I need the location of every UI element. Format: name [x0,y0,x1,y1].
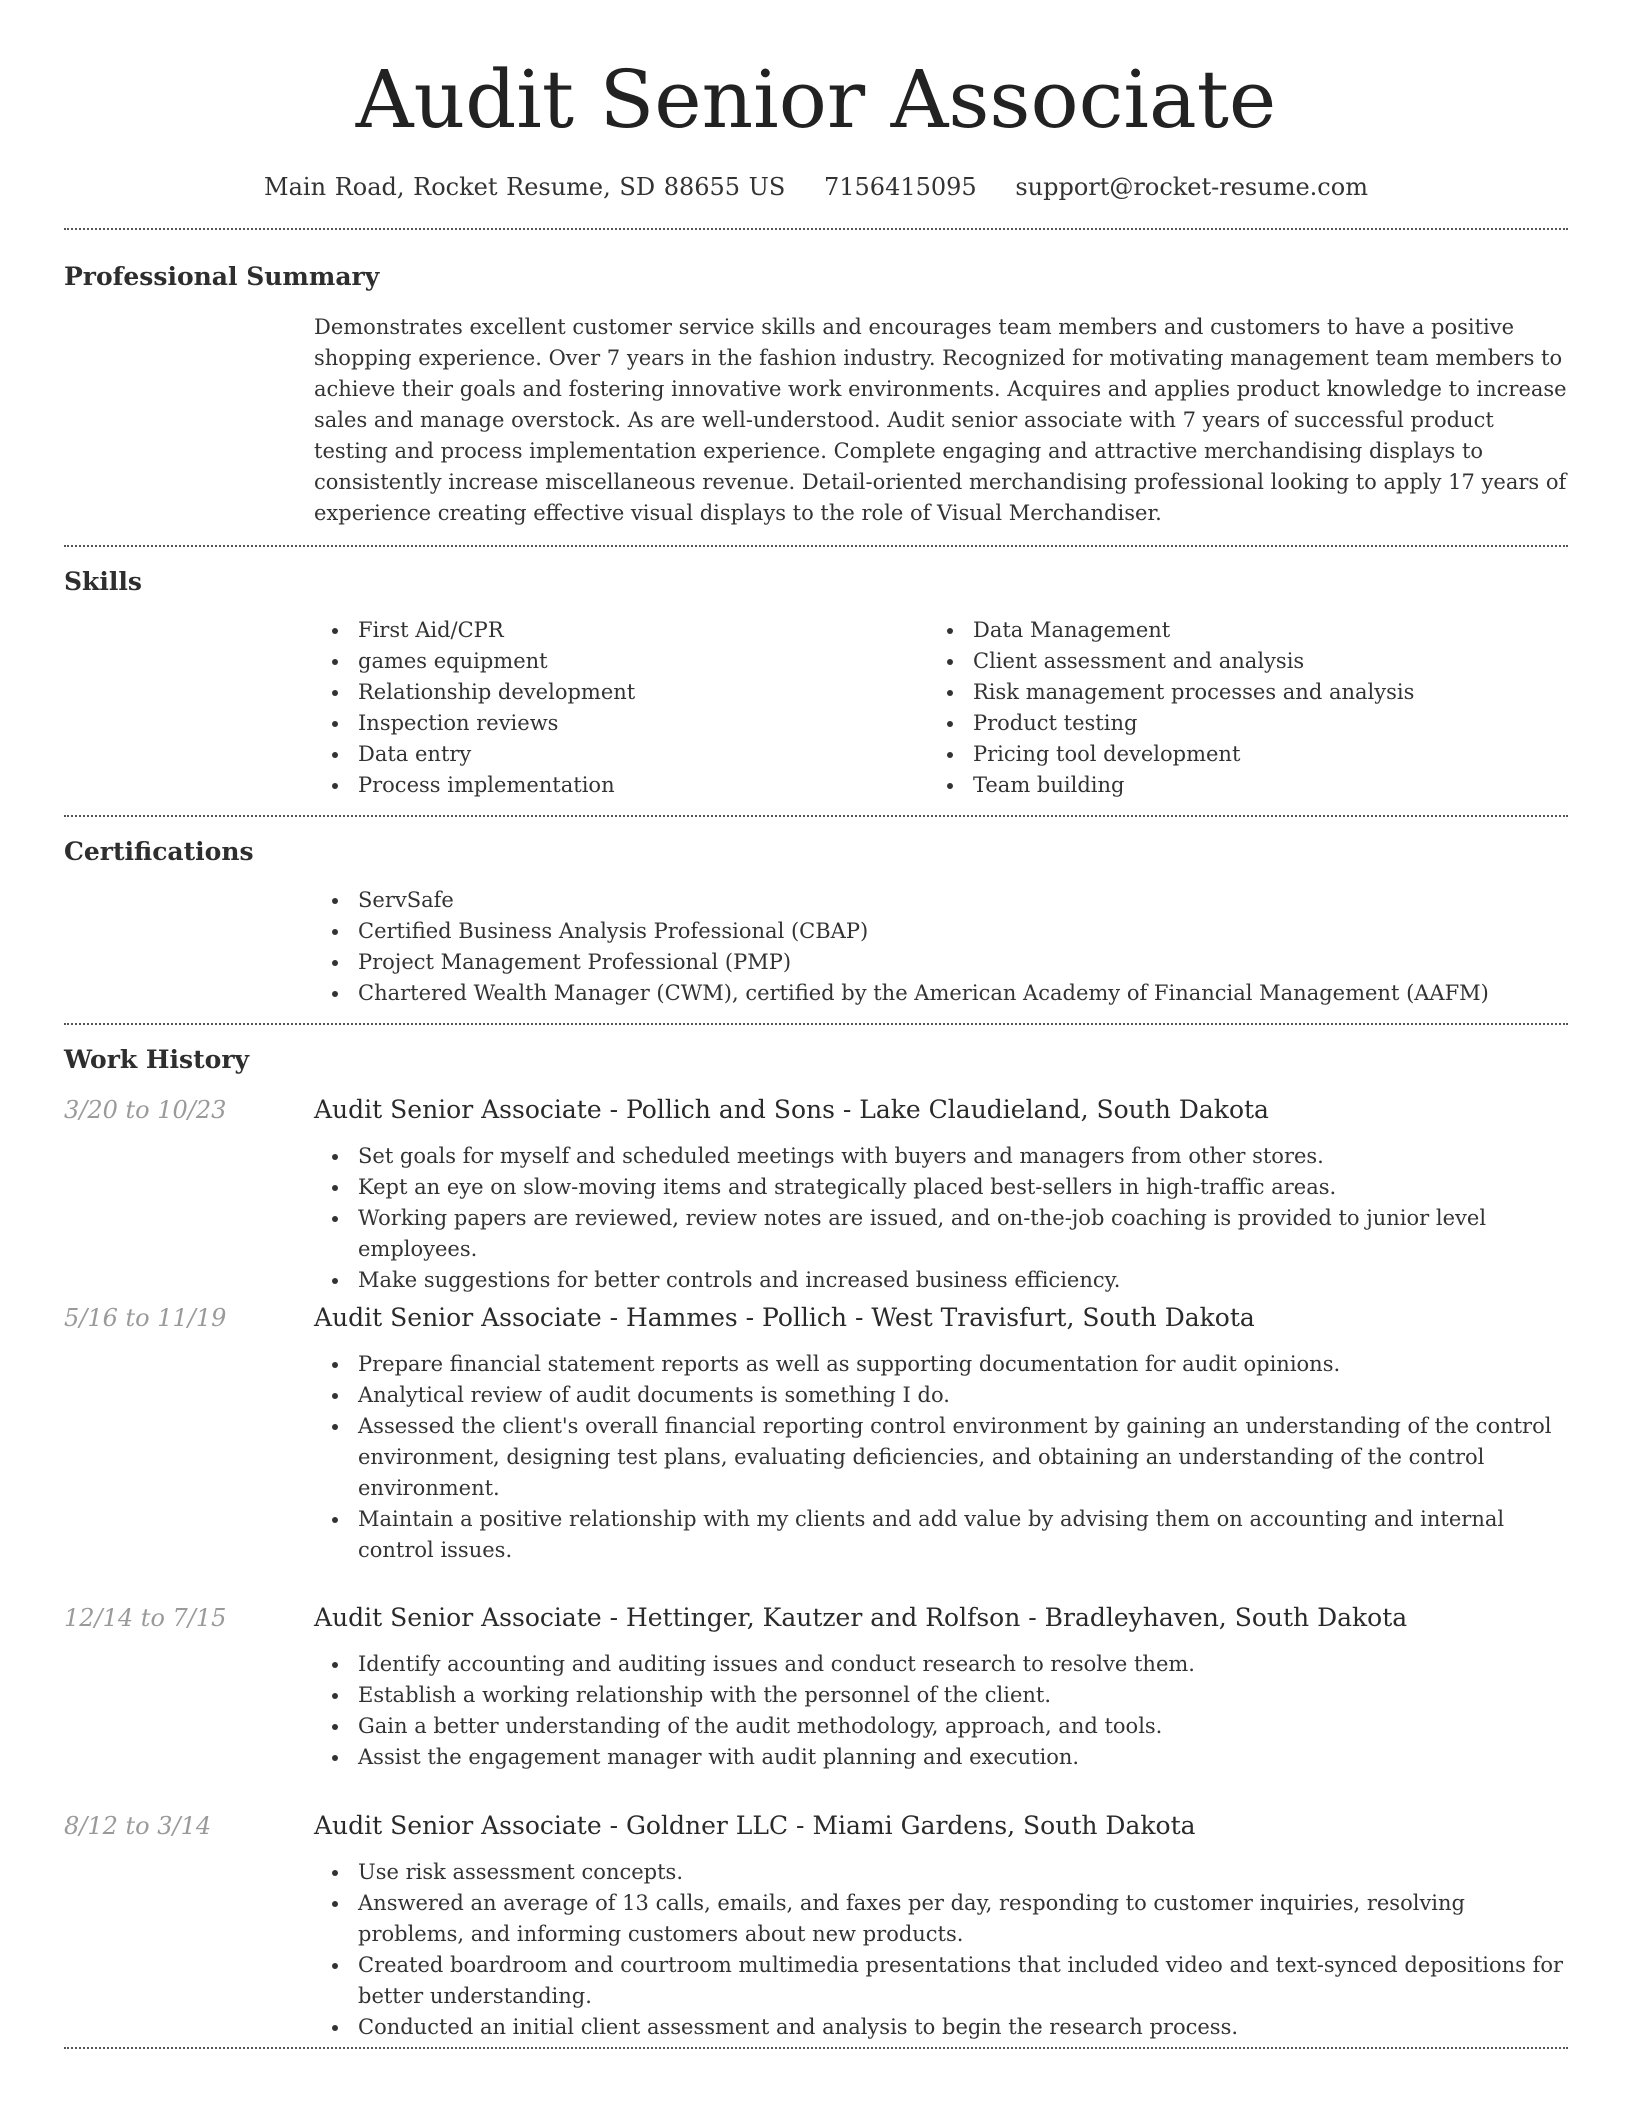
skill-item: Client assessment and analysis [929,646,1544,677]
job-dates: 3/20 to 10/23 [64,1096,227,1124]
job-bullet: Set goals for myself and scheduled meetings with buyers and managers from other stores. [314,1141,1568,1172]
job-bullet: Use risk assessment concepts. [314,1857,1568,1888]
job-details [314,1093,1568,1301]
skills-list-right [929,615,1544,801]
work-history-section [64,1025,1568,2047]
job-dates: 12/14 to 7/15 [64,1604,227,1632]
job-dates: 5/16 to 11/19 [64,1304,227,1332]
job-details [314,1809,1568,2047]
job-bullet: Kept an eye on slow-moving items and strategically placed best-sellers in high-traffic areas. [314,1172,1568,1203]
job-bullet: Created boardroom and courtroom multimedia presentations that included video and text-synced depositions for better understanding. [314,1950,1568,2012]
job-dates: 8/12 to 3/14 [64,1812,212,1840]
job-title: Audit Senior Associate - Hammes - Pollich - West Travisfurt, South Dakota [314,1303,1255,1332]
skill-item: Data entry [314,739,929,770]
summary-heading: Professional Summary [64,262,380,291]
contact-line [64,150,1568,202]
job-bullet: Gain a better understanding of the audit methodology, approach, and tools. [314,1711,1568,1742]
resume-name: Audit Senior Associate [355,53,1277,146]
job-bullet: Establish a working relationship with the personnel of the client. [314,1680,1568,1711]
skills-grid [314,609,1568,815]
job-bullet: Make suggestions for better controls and increased business efficiency. [314,1265,1568,1296]
summary-text: Demonstrates excellent customer service skills and encourages team members and customers to have a positive shopping experience. Over 7 years in the fashion industry. Recognized for motivating management team members to achieve their goals and fostering innovative work environments. Acquires and applies product knowledge to increase sales and manage overstock. As are well-understood. Audit senior associate with 7 years of successful product testing and process implementation experience. Complete engaging and attractive merchandising displays to consistently increase miscellaneous revenue. Detail-oriented merchandising professional looking to apply 17 years of experience creating effective visual displays to the role of Visual Merchandiser. [314,315,1567,525]
job-details [314,1601,1568,1809]
certification-item: Chartered Wealth Manager (CWM), certified by the American Academy of Financial Management (AAFM) [314,978,1568,1009]
job-entry [64,1809,1568,2047]
job-bullet: Analytical review of audit documents is something I do. [314,1380,1568,1411]
skill-item: Inspection reviews [314,708,929,739]
skill-item: Product testing [929,708,1544,739]
contact-phone: 7156415095 [823,173,977,201]
job-title: Audit Senior Associate - Hettinger, Kautzer and Rolfson - Bradleyhaven, South Dakota [314,1603,1408,1632]
skill-item: games equipment [314,646,929,677]
skills-heading: Skills [64,567,142,596]
skill-item: Pricing tool development [929,739,1544,770]
job-entry [64,1601,1568,1809]
job-bullet: Maintain a positive relationship with my clients and add value by advising them on accounting and internal control issues. [314,1504,1568,1566]
skill-item: Team building [929,770,1544,801]
certification-item: Certified Business Analysis Professional (CBAP) [314,916,1568,947]
skill-item: Risk management processes and analysis [929,677,1544,708]
job-title: Audit Senior Associate - Goldner LLC - Miami Gardens, South Dakota [314,1811,1196,1840]
job-bullet: Identify accounting and auditing issues and conduct research to resolve them. [314,1649,1568,1680]
work-history-heading: Work History [64,1045,250,1074]
certification-item: ServSafe [314,885,1568,916]
job-title: Audit Senior Associate - Pollich and Sons - Lake Claudieland, South Dakota [314,1095,1269,1124]
contact-address: Main Road, Rocket Resume, SD 88655 US [264,173,786,201]
skills-list-left [314,615,929,801]
job-bullets [314,1349,1568,1566]
certification-item: Project Management Professional (PMP) [314,947,1568,978]
section-divider [64,2047,1568,2049]
skill-item: First Aid/CPR [314,615,929,646]
job-bullet: Assessed the client's overall financial reporting control environment by gaining an understanding of the control environment, designing test plans, evaluating deficiencies, and obtaining an understanding of the control environment. [314,1411,1568,1504]
certifications-section [64,817,1568,1023]
job-bullets [314,1857,1568,2043]
job-bullet: Conducted an initial client assessment and analysis to begin the research process. [314,2012,1568,2043]
certifications-heading: Certifications [64,837,254,866]
job-bullets [314,1649,1568,1773]
certifications-body [314,879,1568,1023]
job-bullet: Working papers are reviewed, review notes are issued, and on-the-job coaching is provided to junior level employees. [314,1203,1568,1265]
job-entry [64,1301,1568,1601]
skill-item: Relationship development [314,677,929,708]
skills-section [64,547,1568,815]
certifications-list [314,885,1568,1009]
job-bullets [314,1141,1568,1296]
job-entry [64,1093,1568,1301]
skill-item: Data Management [929,615,1544,646]
summary-section [64,230,1568,545]
contact-email: support@rocket-resume.com [1015,173,1368,201]
skill-item: Process implementation [314,770,929,801]
job-bullet: Prepare financial statement reports as well as supporting documentation for audit opinions. [314,1349,1568,1380]
job-details [314,1301,1568,1601]
job-bullet: Assist the engagement manager with audit planning and execution. [314,1742,1568,1773]
job-bullet: Answered an average of 13 calls, emails, and faxes per day, responding to customer inquiries, resolving problems, and informing customers about new products. [314,1888,1568,1950]
